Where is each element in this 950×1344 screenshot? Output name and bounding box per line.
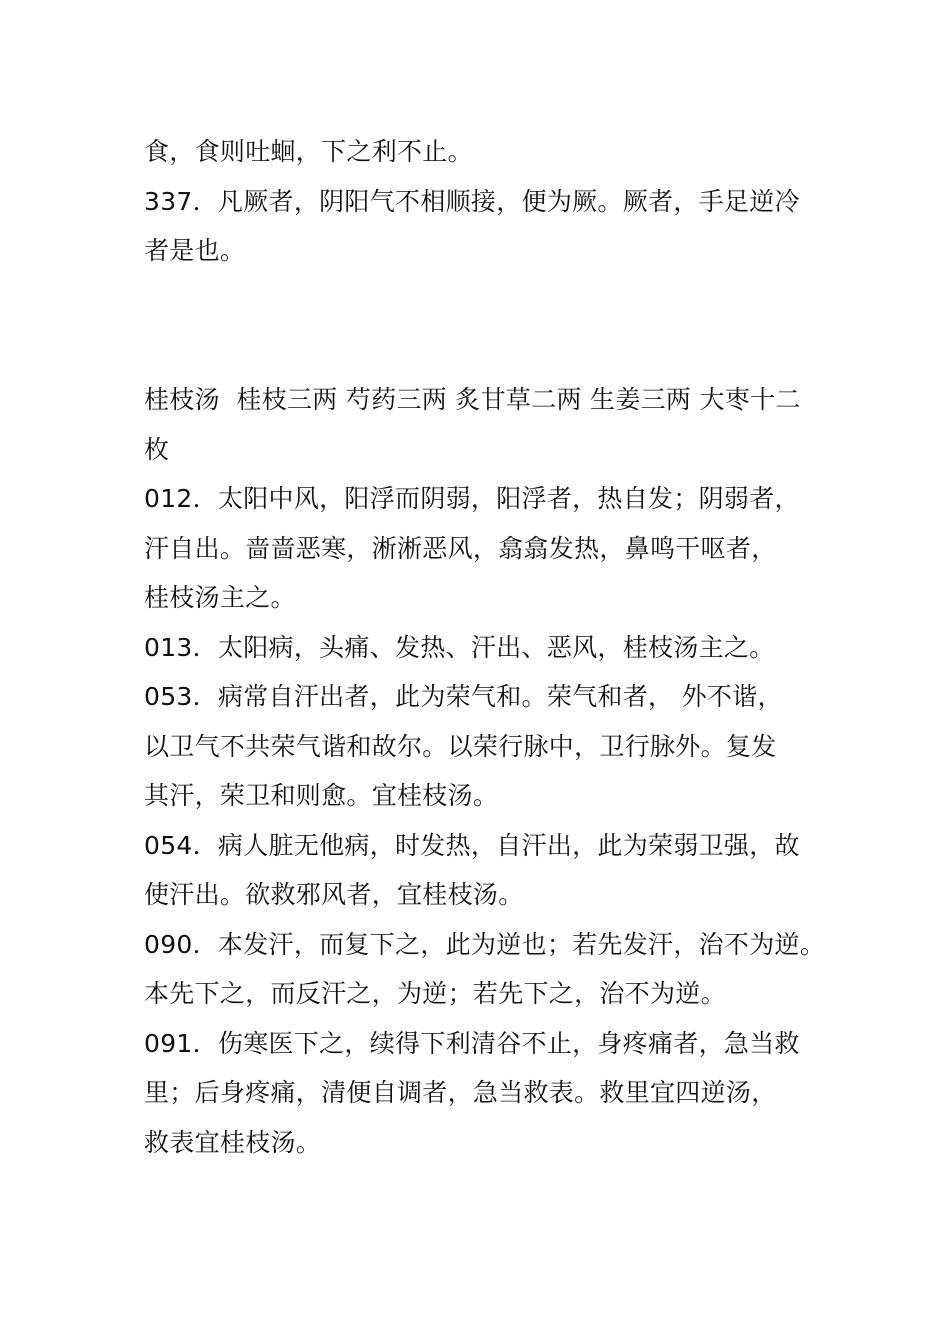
guizhi-decoction-section: [144, 375, 834, 1167]
clause-line: 里；后身疼痛，清便自调者，急当救表。救里宜四逆汤，: [144, 1078, 777, 1107]
clause-line: 其汗，荣卫和则愈。宜桂枝汤。: [144, 781, 499, 810]
clause-line: 012．太阳中风，阳浮而阴弱，阳浮者，热自发；阴弱者，: [144, 484, 800, 513]
clause-line: 054．病人脏无他病，时发热，自汗出，此为荣弱卫强，故: [144, 830, 800, 860]
formula-heading-line: 枚: [144, 434, 170, 464]
clause-line: 使汗出。欲救邪风者，宜桂枝汤。: [144, 880, 524, 909]
clause-line: 053．病常自汗出者，此为荣气和。荣气和者， 外不谐，: [144, 682, 783, 711]
clause-line: 090．本发汗，而复下之，此为逆也；若先发汗，治不为逆。: [144, 929, 826, 959]
clause-line: 桂枝汤主之。: [144, 583, 296, 612]
clause-line: 汗自出。啬啬恶寒，淅淅恶风，翕翕发热，鼻鸣干呕者，: [144, 533, 777, 563]
clause-line: 以卫气不共荣气谐和故尔。以荣行脉中，卫行脉外。复发: [144, 731, 777, 761]
clause-line: 091．伤寒医下之，续得下利清谷不止，身疼痛者，急当救: [144, 1028, 800, 1058]
clause-line: 救表宜桂枝汤。: [144, 1127, 322, 1157]
text-line: 者是也。: [144, 236, 246, 265]
formula-heading-line: 桂枝汤 桂枝三两 芍药三两 炙甘草二两 生姜三两 大枣十二: [144, 385, 801, 414]
clause-line: 本先下之，而反汗之，为逆；若先下之，治不为逆。: [144, 979, 726, 1008]
text-line: 食，食则吐蛔，下之利不止。: [144, 137, 473, 166]
clause-line: 013．太阳病，头痛、发热、汗出、恶风，桂枝汤主之。: [144, 632, 775, 662]
text-line: 337．凡厥者，阴阳气不相顺接，便为厥。厥者，手足逆冷: [144, 186, 800, 216]
continued-passage: [144, 127, 834, 276]
